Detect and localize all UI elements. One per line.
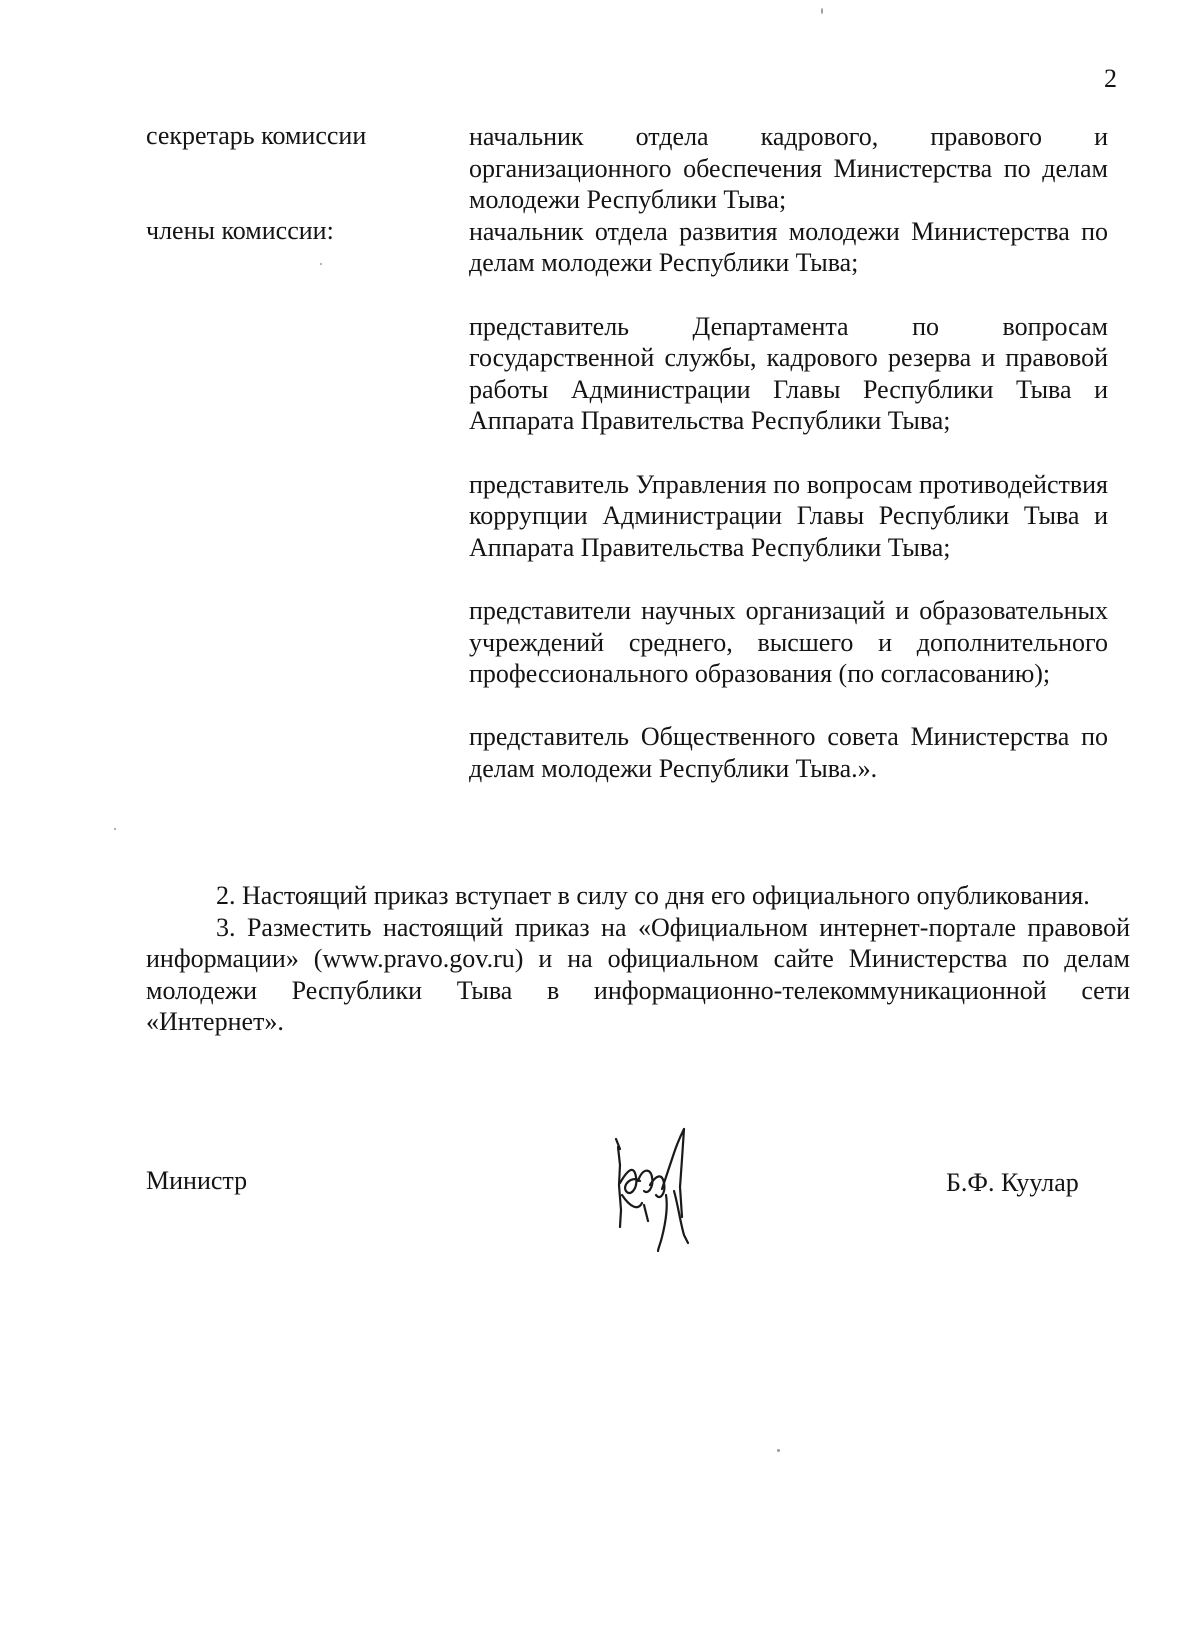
signer-name: Б.Ф. Куулар bbox=[946, 1168, 1079, 1197]
clause-3: 3. Разместить настоящий приказ на «Официальном интернет-портале правовой информации» (www.pravo.gov.ru) и на официальном сайте Министерства по делам молодежи Республики Тыва в информационно-телекоммуникационной сети «Интернет». bbox=[146, 912, 1130, 1037]
scan-speck bbox=[777, 1449, 780, 1452]
scan-speck bbox=[320, 263, 322, 265]
order-clauses bbox=[146, 880, 1130, 1038]
secretary-label: секретарь комиссии bbox=[146, 121, 367, 150]
page-number: 2 bbox=[1104, 64, 1117, 93]
member-item: представитель Общественного совета Министерства по делам молодежи Республики Тыва.». bbox=[469, 722, 1108, 783]
scan-speck bbox=[821, 8, 823, 14]
members-label: члены комиссии: bbox=[146, 216, 334, 245]
member-item: представители научных организаций и образовательных учреждений среднего, высшего и дополнительного профессионального образования (по согласованию); bbox=[469, 595, 1108, 689]
signer-title: Министр bbox=[146, 1166, 248, 1195]
clause-2: 2. Настоящий приказ вступает в силу со дня его официального опубликования. bbox=[216, 881, 1090, 910]
member-item: представитель Управления по вопросам противодействия коррупции Администрации Главы Республики Тыва и Аппарата Правительства Республики Тыва; bbox=[469, 469, 1108, 562]
member-item: начальник отдела развития молодежи Министерства по делам молодежи Республики Тыва; bbox=[469, 216, 1108, 278]
member-item: представитель Департамента по вопросам государственной службы, кадрового резерва и правовой работы Администрации Главы Республики Тыва и Аппарата Правительства Республики Тыва; bbox=[469, 311, 1108, 436]
scan-speck bbox=[114, 828, 116, 830]
commission-composition bbox=[469, 121, 1108, 784]
handwritten-signature bbox=[608, 1125, 700, 1253]
secretary-position: начальник отдела кадрового, правового и организационного обеспечения Министерства по делам молодежи Республики Тыва; bbox=[469, 122, 1108, 215]
